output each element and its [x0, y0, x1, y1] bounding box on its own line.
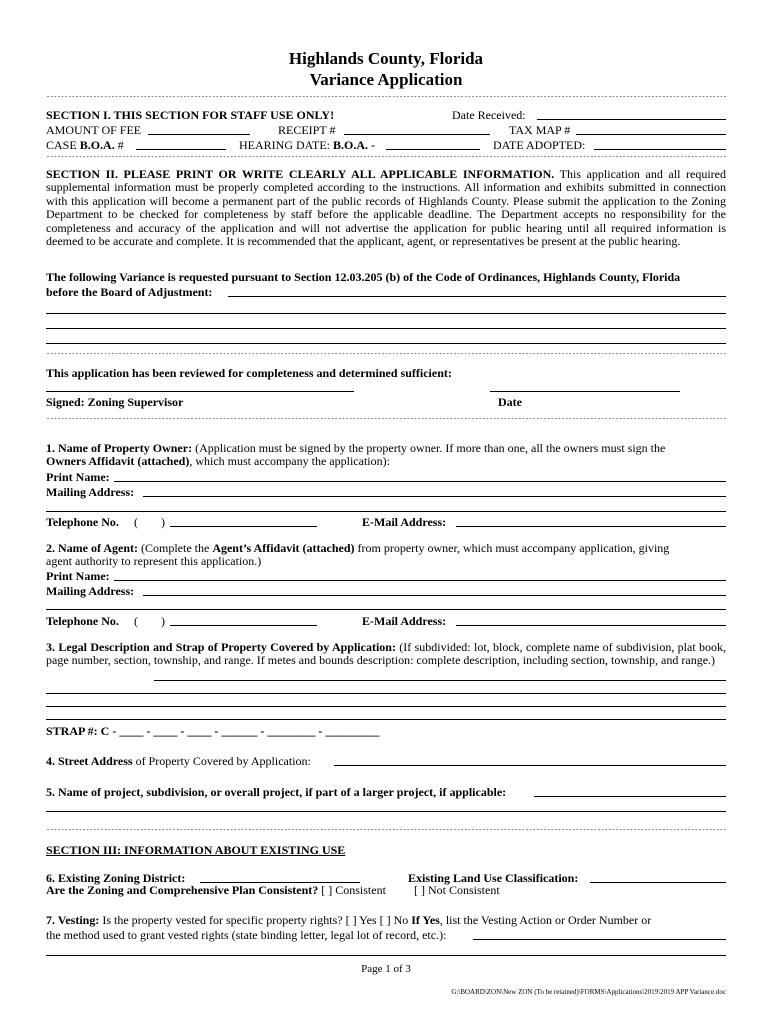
- separator: [46, 353, 726, 359]
- vesting-method-field[interactable]: [473, 928, 726, 940]
- variance-line[interactable]: [46, 328, 726, 329]
- legal-description-line[interactable]: [46, 719, 726, 720]
- separator: [46, 418, 726, 424]
- agent-email-field[interactable]: [456, 614, 726, 626]
- agent-name-field[interactable]: [114, 569, 726, 581]
- separator: [46, 156, 726, 162]
- agent-phone-field[interactable]: [170, 614, 317, 626]
- zoning-district-field[interactable]: [200, 871, 360, 883]
- receipt-label: RECEIPT #: [278, 123, 336, 137]
- q5-label: 5. Name of project, subdivision, or overall project, if part of a larger project, if applicable:: [46, 785, 507, 799]
- consistent-question: Are the Zoning and Comprehensive Plan Consistent?: [46, 883, 319, 897]
- variance-line[interactable]: [46, 343, 726, 344]
- variance-line[interactable]: [46, 313, 726, 314]
- not-consistent-checkbox[interactable]: [ ] Not Consistent: [414, 883, 500, 897]
- amount-of-fee-field[interactable]: [148, 123, 250, 135]
- email-label: E-Mail Address:: [362, 515, 447, 529]
- owner-email-field[interactable]: [456, 515, 726, 527]
- case-label: CASE: [46, 138, 80, 152]
- q7-row1: 7. Vesting: Is the property vested for specific property rights? [ ] Yes [ ] No If Yes, list the Vesting Action or Order Number or: [46, 913, 652, 927]
- mailing-address-label: Mailing Address:: [46, 485, 135, 499]
- section1-row2: [46, 123, 726, 137]
- review-signature-row: [46, 395, 726, 409]
- date-adopted-label: DATE ADOPTED:: [493, 138, 586, 152]
- consistent-checkbox[interactable]: [ ] Consistent: [318, 883, 386, 897]
- q6-row2: [46, 883, 726, 897]
- owner-address-line2[interactable]: [46, 511, 726, 512]
- q1-label: 1. Name of Property Owner:: [46, 441, 193, 455]
- tax-map-label: TAX MAP #: [509, 123, 571, 137]
- q7-label: 7. Vesting:: [46, 913, 100, 927]
- legal-description-line[interactable]: [46, 693, 726, 694]
- telephone-label: Telephone No.: [46, 614, 119, 628]
- variance-request-field[interactable]: [228, 285, 726, 297]
- owner-phone-field[interactable]: [170, 515, 317, 527]
- q4-row: 4. Street Address of Property Covered by Application:: [46, 754, 726, 768]
- project-name-line2[interactable]: [46, 811, 726, 812]
- q5-row: [46, 785, 726, 799]
- section2-heading: SECTION II. PLEASE PRINT OR WRITE CLEARLY ALL APPLICABLE INFORMATION.: [46, 167, 555, 181]
- page-number: Page 1 of 3: [361, 963, 411, 975]
- strap-field[interactable]: STRAP #: C - ____ - ____ - ____ - ______ - ________ - _________: [46, 724, 380, 738]
- date-adopted-field[interactable]: [594, 138, 726, 150]
- owner-address-field[interactable]: [143, 485, 726, 497]
- date-received-field[interactable]: [537, 108, 726, 120]
- q3-text: 3. Legal Description and Strap of Property Covered by Application: (If subdivided: lot, block, complete name of subdivision, plat book, page number, section, township, and range. If metes and bounds description: complete description, including section, township, and range.): [46, 640, 726, 668]
- q1-print-name-row: [46, 470, 726, 484]
- print-name-label: Print Name:: [46, 569, 110, 583]
- case-field[interactable]: [136, 138, 226, 150]
- section2-intro: SECTION II. PLEASE PRINT OR WRITE CLEARLY ALL APPLICABLE INFORMATION. This application and all required supplemental information must be properly completed according to the instructions. All information and exhibits submitted in connection with this application will become a permanent part of the public records of Highlands County. Please submit the application to the Zoning Department to be checked for completeness by staff before the applicable deadline. The Department accepts no responsibility for the completeness and accuracy of the application and will not advertise the application for public hearing until all required information is deemed to be accurate and complete. It is recommended that the applicant, agent, or representatives be present at the public hearing.: [46, 167, 727, 249]
- amount-of-fee-label: AMOUNT OF FEE: [46, 123, 142, 137]
- agent-address-line2[interactable]: [46, 609, 726, 610]
- agent-address-field[interactable]: [143, 584, 726, 596]
- date-label: Date: [498, 395, 522, 409]
- q1-mailing-row: [46, 485, 726, 499]
- q1-contact-row: Telephone No. ( ) E-Mail Address:: [46, 515, 726, 529]
- legal-description-line[interactable]: [154, 680, 726, 681]
- q2-contact-row: Telephone No. ( ) E-Mail Address:: [46, 614, 726, 628]
- section3-heading: SECTION III: INFORMATION ABOUT EXISTING USE: [46, 843, 346, 857]
- hearing-date-label: HEARING DATE: B.O.A. -: [239, 138, 375, 152]
- owner-name-field[interactable]: [114, 470, 726, 482]
- receipt-field[interactable]: [344, 123, 490, 135]
- separator: [46, 96, 726, 102]
- before-board-label: before the Board of Adjustment:: [46, 285, 213, 299]
- q2-label: 2. Name of Agent:: [46, 541, 138, 555]
- document-subtitle: Variance Application: [309, 70, 463, 89]
- street-address-field[interactable]: [334, 754, 726, 766]
- variance-statement: The following Variance is requested pursuant to Section 12.03.205 (b) of the Code of Ordinances, Highlands County, Florida: [46, 270, 681, 284]
- date-line[interactable]: [490, 391, 680, 392]
- q7-row2: the method used to grant vested rights (state binding letter, legal lot of record, etc.):: [46, 928, 726, 942]
- separator: [46, 829, 726, 835]
- signature-line[interactable]: [46, 391, 354, 392]
- q1-text: 1. Name of Property Owner: (Application must be signed by the property owner. If more than one, all the owners must sign the Owners Affidavit (attached), which must accompany the application):: [46, 441, 666, 469]
- q3-label: 3. Legal Description and Strap of Property Covered by Application:: [46, 640, 396, 654]
- q4-label: 4. Street Address: [46, 754, 133, 768]
- vesting-yes-no-checkboxes[interactable]: Is the property vested for specific property rights? [ ] Yes [ ] No: [99, 913, 412, 927]
- section1-row3: CASE B.O.A. # HEARING DATE: B.O.A. - DATE ADOPTED:: [46, 138, 726, 152]
- q2-mailing-row: [46, 584, 726, 598]
- section1-heading: SECTION I. THIS SECTION FOR STAFF USE ONLY!: [46, 108, 335, 122]
- review-statement: This application has been reviewed for completeness and determined sufficient:: [46, 366, 452, 380]
- file-path: G:\BOARD\ZON\New ZON (To be retained)\FORMS\Applications\2019\2019 APP Variance.doc: [451, 988, 726, 996]
- mailing-address-label: Mailing Address:: [46, 584, 135, 598]
- legal-description-line[interactable]: [46, 706, 726, 707]
- print-name-label: Print Name:: [46, 470, 110, 484]
- q2-text: 2. Name of Agent: (Complete the Agent’s Affidavit (attached) from property owner, which must accompany application, giving agent authority to represent this application.): [46, 541, 670, 569]
- document-page: [46, 0, 726, 1024]
- email-label: E-Mail Address:: [362, 614, 447, 628]
- land-use-label: Existing Land Use Classification:: [408, 871, 579, 885]
- q6-label: 6. Existing Zoning District:: [46, 871, 186, 885]
- land-use-field[interactable]: [590, 871, 726, 883]
- tax-map-field[interactable]: [576, 123, 726, 135]
- section1-row1: [46, 108, 726, 122]
- telephone-label: Telephone No.: [46, 515, 119, 529]
- document-title: Highlands County, Florida: [288, 49, 484, 68]
- vesting-method-line2[interactable]: [46, 955, 726, 956]
- signed-label: Signed: Zoning Supervisor: [46, 395, 184, 409]
- q2-print-name-row: [46, 569, 726, 583]
- hearing-date-field[interactable]: [386, 138, 480, 150]
- project-name-field[interactable]: [534, 785, 726, 797]
- before-board-row: [46, 285, 726, 299]
- date-received-label: Date Received:: [452, 108, 526, 122]
